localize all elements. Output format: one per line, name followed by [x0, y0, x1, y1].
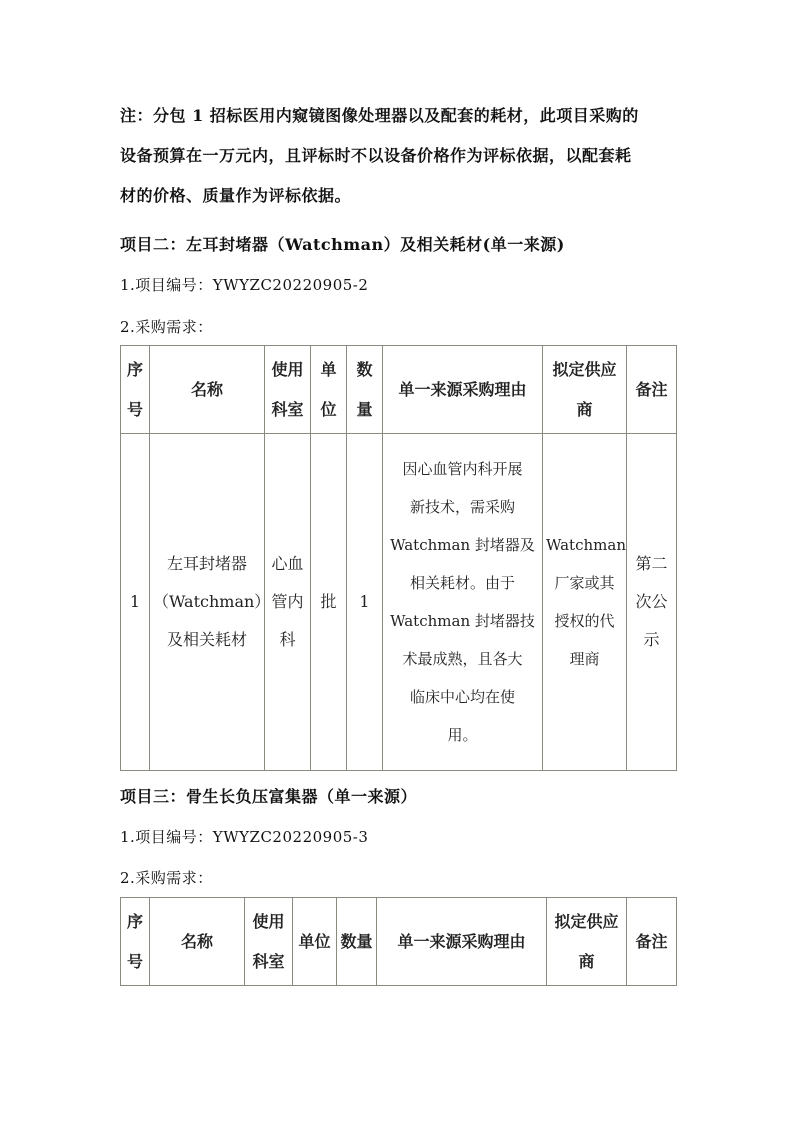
cell-dept: 心血 管内 科: [265, 434, 311, 771]
cell-name: 左耳封堵器 （Watchman） 及相关耗材: [150, 434, 265, 771]
project2-heading: 项目二：左耳封堵器（Watchman）及相关耗材(单一来源): [120, 235, 565, 254]
project3-requirements-label: 2.采购需求：: [120, 869, 213, 887]
project2-requirements-table: [120, 345, 677, 771]
cell-unit: 批: [311, 434, 347, 771]
note-line: 材的价格、质量作为评标依据。: [120, 186, 352, 205]
project2-requirements-label: 2.采购需求：: [120, 318, 213, 336]
table-header-row: [121, 898, 677, 986]
header-unit: 单 位: [311, 346, 347, 434]
header-seq: 序 号: [121, 346, 150, 434]
header-supplier: 拟定供应 商: [543, 346, 627, 434]
header-dept: 使用 科室: [245, 898, 293, 986]
cell-seq: 1: [121, 434, 150, 771]
project2-code: 1.项目编号：YWYZC20220905-2: [120, 276, 369, 294]
cell-remark: 第二 次公 示: [627, 434, 677, 771]
note-line: 注：分包 1 招标医用内窥镜图像处理器以及配套的耗材，此项目采购的: [120, 106, 639, 125]
header-qty: 数 量: [347, 346, 383, 434]
project3-heading: 项目三：骨生长负压富集器（单一来源）: [120, 787, 418, 806]
cell-reason: 因心血管内科开展 新技术，需采购 Watchman 封堵器及 相关耗材。由于 Watchman 封堵器技 术最成熟，且各大 临床中心均在使 用。: [383, 434, 543, 771]
header-reason: 单一来源采购理由: [377, 898, 547, 986]
header-reason: 单一来源采购理由: [383, 346, 543, 434]
header-remark: 备注: [627, 346, 677, 434]
header-remark: 备注: [627, 898, 677, 986]
header-name: 名称: [150, 346, 265, 434]
header-dept: 使用 科室: [265, 346, 311, 434]
project3-code: 1.项目编号：YWYZC20220905-3: [120, 828, 369, 846]
project3-requirements-table: [120, 897, 677, 986]
table-header-row: [121, 346, 677, 434]
header-supplier: 拟定供应 商: [547, 898, 627, 986]
header-seq: 序 号: [121, 898, 150, 986]
cell-supplier: Watchman 厂家或其 授权的代 理商: [543, 434, 627, 771]
header-name: 名称: [150, 898, 245, 986]
header-qty: 数量: [337, 898, 377, 986]
cell-qty: 1: [347, 434, 383, 771]
table-row: [121, 434, 677, 771]
note-line: 设备预算在一万元内，且评标时不以设备价格作为评标依据，以配套耗: [120, 146, 632, 165]
note-paragraph: [120, 96, 680, 216]
header-unit: 单位: [293, 898, 337, 986]
